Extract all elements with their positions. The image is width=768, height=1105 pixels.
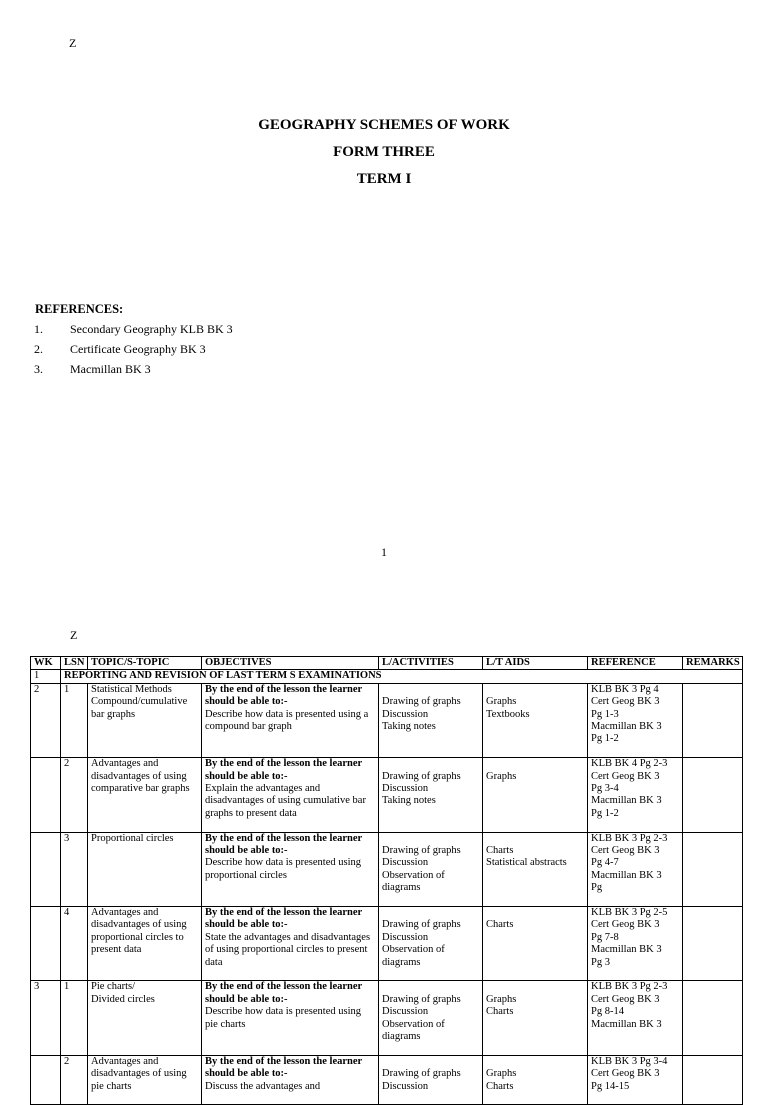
objectives-box bbox=[205, 684, 375, 745]
topic-line: pie charts bbox=[91, 1080, 132, 1092]
row-lesson: 4 bbox=[61, 906, 88, 980]
activity-line: Drawing of graphs bbox=[382, 1068, 461, 1080]
table-row bbox=[31, 906, 743, 980]
table-row bbox=[31, 1055, 743, 1104]
reference-line: Pg 1-3 bbox=[591, 708, 619, 720]
reference-line: Macmillan BK 3 bbox=[591, 944, 662, 956]
aid-line: Graphs bbox=[486, 993, 517, 1005]
reference-line: Pg bbox=[591, 882, 603, 894]
objectives-box bbox=[205, 833, 375, 894]
row-activities bbox=[379, 1055, 483, 1104]
reference-line: KLB BK 3 Pg 3-4 bbox=[591, 1055, 668, 1067]
reference-line: Pg 3-4 bbox=[591, 783, 619, 795]
topic-line: disadvantages of using bbox=[91, 770, 187, 782]
page-number: 1 bbox=[381, 545, 387, 559]
activity-line: diagrams bbox=[382, 882, 421, 894]
row-topic bbox=[88, 683, 202, 757]
objective-lead: By the end of the lesson the learner should be able to:- bbox=[205, 981, 363, 1005]
aid-line: Graphs bbox=[486, 770, 517, 782]
table-row bbox=[31, 832, 743, 906]
aid-line: Statistical abstracts bbox=[486, 857, 567, 869]
row-lesson: 1 bbox=[61, 981, 88, 1055]
document-title: GEOGRAPHY SCHEMES OF WORK bbox=[258, 117, 510, 133]
reference-line: Macmillan BK 3 bbox=[591, 1018, 662, 1030]
aid-box bbox=[486, 833, 584, 906]
term-title: TERM I bbox=[356, 171, 412, 187]
activity-box bbox=[382, 907, 479, 980]
aid-box bbox=[486, 684, 584, 757]
row-lesson: 1 bbox=[61, 683, 88, 757]
activity-line: Observation of bbox=[382, 944, 445, 956]
topic-line: disadvantages of using bbox=[91, 919, 187, 931]
row-week bbox=[31, 906, 61, 980]
topic-line: Advantages and bbox=[91, 1055, 159, 1067]
objective-text: Describe how data is presented using pie charts bbox=[205, 1006, 361, 1030]
reference-line: Cert Geog BK 3 bbox=[591, 696, 660, 708]
row-aids bbox=[483, 1055, 588, 1104]
objective-text: State the advantages and disadvantages of using proportional circles to present data bbox=[205, 931, 371, 968]
activity-line: diagrams bbox=[382, 1030, 421, 1042]
row-topic bbox=[88, 832, 202, 906]
activity-line: Drawing of graphs bbox=[382, 770, 461, 782]
reference-line: Pg 14-15 bbox=[591, 1080, 630, 1092]
row-reference bbox=[588, 981, 683, 1055]
reference-box bbox=[591, 833, 679, 894]
table-row bbox=[31, 981, 743, 1055]
topic-line: bar graphs bbox=[91, 708, 136, 720]
reference-line: Macmillan BK 3 bbox=[591, 869, 662, 881]
scheme-table bbox=[30, 656, 743, 1105]
reference-line: Cert Geog BK 3 bbox=[591, 993, 660, 1005]
topic-line: proportional circles to bbox=[91, 931, 184, 943]
row-week: 2 bbox=[31, 683, 61, 757]
row-activities bbox=[379, 758, 483, 832]
row-activities bbox=[379, 683, 483, 757]
activity-line: Discussion bbox=[382, 857, 429, 869]
row-week: 3 bbox=[31, 981, 61, 1055]
reference-line: KLB BK 3 Pg 2-5 bbox=[591, 906, 668, 918]
reference-line: Macmillan BK 3 bbox=[591, 721, 662, 733]
banner-week: 1 bbox=[31, 670, 61, 683]
row-remarks bbox=[683, 906, 743, 980]
activity-line: diagrams bbox=[382, 956, 421, 968]
row-week bbox=[31, 758, 61, 832]
row-objectives bbox=[202, 906, 379, 980]
topic-line: Divided circles bbox=[91, 993, 155, 1005]
activity-line: Observation of bbox=[382, 1018, 445, 1030]
row-reference bbox=[588, 906, 683, 980]
objective-text: Describe how data is presented using a compound bar graph bbox=[205, 708, 369, 733]
activity-box bbox=[382, 981, 479, 1054]
objective-text: Discuss the advantages and bbox=[205, 1080, 321, 1092]
objective-text: Explain the advantages and disadvantages of using cumulative bar graphs to present data bbox=[205, 783, 366, 819]
activity-line: Drawing of graphs bbox=[382, 696, 461, 708]
row-objectives bbox=[202, 683, 379, 757]
row-lesson: 2 bbox=[61, 758, 88, 832]
row-activities bbox=[379, 981, 483, 1055]
reference-item: Secondary Geography KLB BK 3 bbox=[70, 322, 233, 336]
topic-box bbox=[91, 684, 198, 745]
aid-line: Charts bbox=[486, 844, 514, 856]
topic-line: Pie charts/ bbox=[91, 981, 136, 993]
reference-line: KLB BK 3 Pg 2-3 bbox=[591, 832, 668, 844]
table-row bbox=[31, 683, 743, 757]
reference-number: 3. bbox=[34, 362, 43, 376]
row-aids bbox=[483, 683, 588, 757]
objective-lead: By the end of the lesson the learner should be able to:- bbox=[205, 1055, 363, 1080]
row-reference bbox=[588, 758, 683, 832]
aid-box bbox=[486, 758, 584, 831]
reference-line: Pg 1-2 bbox=[591, 807, 619, 819]
reference-item: Macmillan BK 3 bbox=[70, 362, 151, 376]
reference-box bbox=[591, 758, 679, 819]
row-reference bbox=[588, 832, 683, 906]
corner-mark: Z bbox=[69, 36, 77, 50]
reference-box bbox=[591, 684, 679, 745]
objective-lead: By the end of the lesson the learner should be able to:- bbox=[205, 832, 363, 856]
reference-line: Pg 7-8 bbox=[591, 931, 619, 943]
row-remarks bbox=[683, 683, 743, 757]
row-reference bbox=[588, 683, 683, 757]
aid-line: Textbooks bbox=[486, 708, 530, 720]
aid-box bbox=[486, 981, 584, 1054]
activity-line: Observation of bbox=[382, 869, 445, 881]
row-objectives bbox=[202, 832, 379, 906]
objectives-box bbox=[205, 981, 375, 1042]
reference-line: Pg 4-7 bbox=[591, 857, 619, 869]
objective-text: Describe how data is presented using proportional circles bbox=[205, 857, 361, 881]
reference-line: KLB BK 4 Pg 2-3 bbox=[591, 758, 668, 770]
row-topic bbox=[88, 906, 202, 980]
reference-number: 1. bbox=[34, 322, 43, 336]
row-week bbox=[31, 832, 61, 906]
row-remarks bbox=[683, 981, 743, 1055]
row-aids bbox=[483, 981, 588, 1055]
objective-lead: By the end of the lesson the learner should be able to:- bbox=[205, 758, 363, 782]
row-topic bbox=[88, 1055, 202, 1104]
row-lesson: 2 bbox=[61, 1055, 88, 1104]
header-week: WK bbox=[31, 657, 61, 670]
topic-line: comparative bar graphs bbox=[91, 783, 190, 795]
activity-box bbox=[382, 684, 479, 757]
reference-line: Cert Geog BK 3 bbox=[591, 770, 660, 782]
activity-box bbox=[382, 1056, 479, 1104]
activity-line: Discussion bbox=[382, 708, 429, 720]
activity-box bbox=[382, 833, 479, 906]
activity-line: Taking notes bbox=[382, 721, 436, 733]
reference-line: Pg 1-2 bbox=[591, 733, 619, 745]
activity-line: Drawing of graphs bbox=[382, 993, 461, 1005]
reference-line: KLB BK 3 Pg 4 bbox=[591, 683, 659, 695]
activity-line: Drawing of graphs bbox=[382, 844, 461, 856]
reference-item: Certificate Geography BK 3 bbox=[70, 342, 206, 356]
activity-line: Discussion bbox=[382, 1080, 429, 1092]
row-aids bbox=[483, 758, 588, 832]
row-aids bbox=[483, 906, 588, 980]
topic-line: Compound/cumulative bbox=[91, 696, 188, 708]
reference-box bbox=[591, 907, 679, 968]
row-topic bbox=[88, 981, 202, 1055]
reference-box bbox=[591, 981, 679, 1042]
header-objectives: OBJECTIVES bbox=[202, 657, 379, 670]
reference-line: Cert Geog BK 3 bbox=[591, 919, 660, 931]
row-remarks bbox=[683, 832, 743, 906]
aid-line: Graphs bbox=[486, 1068, 517, 1080]
topic-line: Advantages and bbox=[91, 758, 159, 770]
activity-line: Taking notes bbox=[382, 795, 436, 807]
reference-line: Pg 3 bbox=[591, 956, 610, 968]
objective-lead: By the end of the lesson the learner should be able to:- bbox=[205, 683, 363, 708]
row-week bbox=[31, 1055, 61, 1104]
aid-line: Graphs bbox=[486, 696, 517, 708]
corner-mark: Z bbox=[70, 628, 78, 642]
topic-line: Statistical Methods bbox=[91, 683, 172, 695]
topic-line: disadvantages of using bbox=[91, 1068, 187, 1080]
reference-number: 2. bbox=[34, 342, 43, 356]
objective-lead: By the end of the lesson the learner should be able to:- bbox=[205, 906, 363, 931]
topic-box bbox=[91, 981, 198, 1042]
aid-box bbox=[486, 907, 584, 980]
aid-line: Charts bbox=[486, 1006, 514, 1018]
reference-line: Cert Geog BK 3 bbox=[591, 1068, 660, 1080]
topic-box bbox=[91, 907, 198, 968]
header-remarks: REMARKS bbox=[683, 657, 743, 670]
topic-line: Advantages and bbox=[91, 906, 159, 918]
activity-box bbox=[382, 758, 479, 831]
header-reference: REFERENCE bbox=[588, 657, 683, 670]
reference-box bbox=[591, 1056, 679, 1092]
table-header-row bbox=[31, 657, 743, 670]
topic-line: Proportional circles bbox=[91, 832, 174, 844]
aid-line: Charts bbox=[486, 919, 514, 931]
row-topic bbox=[88, 758, 202, 832]
topic-box bbox=[91, 1056, 198, 1092]
row-reference bbox=[588, 1055, 683, 1104]
objectives-box bbox=[205, 758, 375, 819]
activity-line: Drawing of graphs bbox=[382, 919, 461, 931]
header-aids: L/T AIDS bbox=[483, 657, 588, 670]
reference-line: Pg 8-14 bbox=[591, 1006, 624, 1018]
row-aids bbox=[483, 832, 588, 906]
aid-box bbox=[486, 1056, 584, 1104]
activity-line: Discussion bbox=[382, 1006, 429, 1018]
row-remarks bbox=[683, 758, 743, 832]
topic-box bbox=[91, 758, 198, 819]
aid-line: Charts bbox=[486, 1080, 514, 1092]
form-title: FORM THREE bbox=[333, 144, 435, 160]
reference-line: Cert Geog BK 3 bbox=[591, 845, 660, 856]
table-row bbox=[31, 758, 743, 832]
header-topic: TOPIC/S-TOPIC bbox=[88, 657, 202, 670]
objectives-box bbox=[205, 907, 375, 968]
activity-line: Discussion bbox=[382, 931, 429, 943]
banner-row bbox=[31, 670, 743, 683]
row-objectives bbox=[202, 758, 379, 832]
row-remarks bbox=[683, 1055, 743, 1104]
activity-line: Discussion bbox=[382, 783, 429, 794]
objectives-box bbox=[205, 1056, 375, 1092]
row-lesson: 3 bbox=[61, 832, 88, 906]
references-heading: REFERENCES: bbox=[35, 302, 124, 316]
header-lesson: LSN bbox=[61, 657, 88, 670]
reference-line: Macmillan BK 3 bbox=[591, 795, 662, 807]
row-objectives bbox=[202, 981, 379, 1055]
banner-text: REPORTING AND REVISION OF LAST TERM S EXAMINATIONS bbox=[61, 670, 743, 683]
row-objectives bbox=[202, 1055, 379, 1104]
topic-box bbox=[91, 833, 198, 894]
row-activities bbox=[379, 832, 483, 906]
reference-line: KLB BK 3 Pg 2-3 bbox=[591, 981, 668, 993]
row-activities bbox=[379, 906, 483, 980]
header-activities: L/ACTIVITIES bbox=[379, 657, 483, 670]
topic-line: present data bbox=[91, 944, 142, 956]
